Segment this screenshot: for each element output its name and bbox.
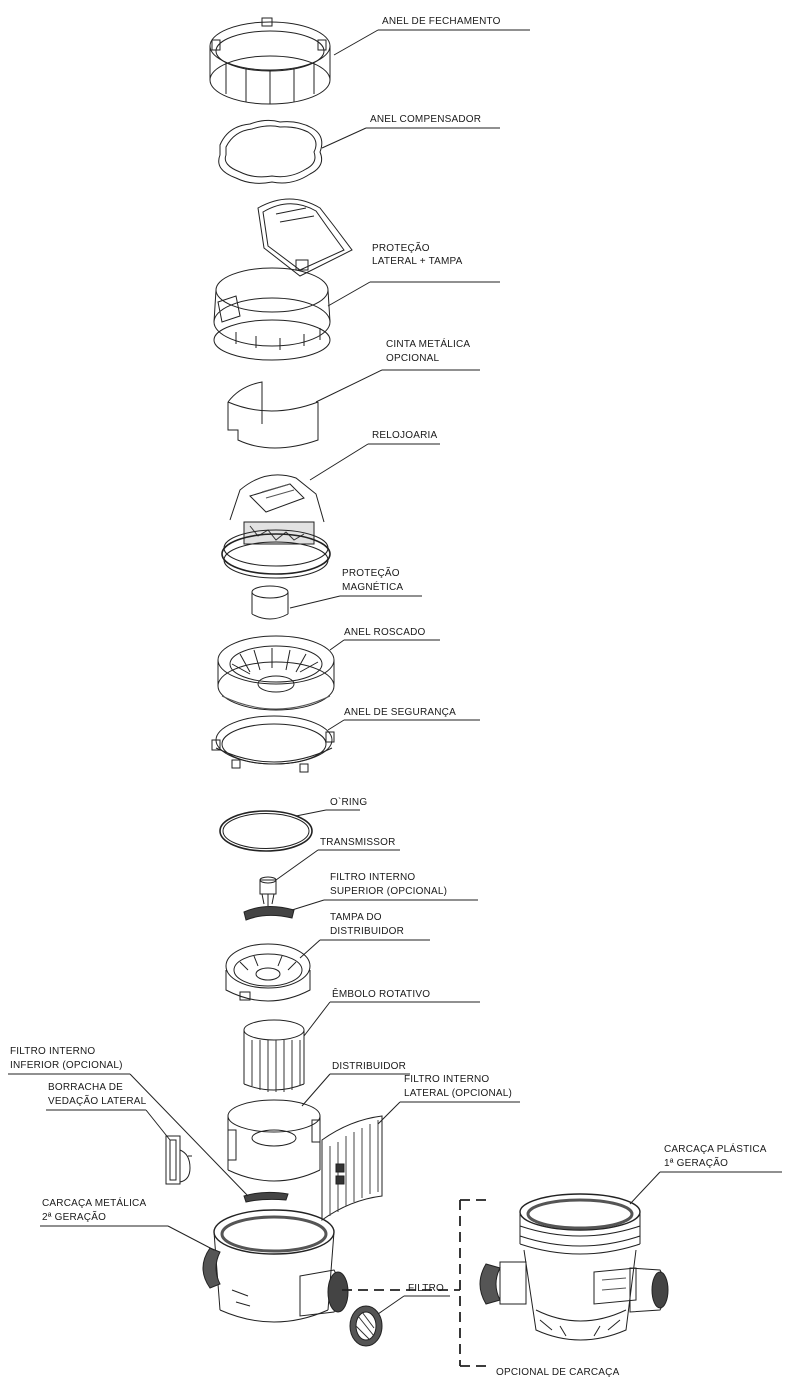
part-transmissor [260,877,276,906]
leader-embolo [304,1002,330,1036]
leader-filtro [378,1296,404,1314]
leader-anel-compensador [322,128,366,148]
label-borracha-1: BORRACHA DE [48,1082,123,1093]
label-transmissor: TRANSMISSOR [320,837,396,848]
label-tampa-distribuidor-1: TAMPA DO [330,912,382,923]
leader-filtro-inferior [130,1074,248,1196]
leader-anel-roscado [330,640,344,650]
label-carcaca-plastica-2: 1ª GERAÇÃO [664,1158,729,1169]
leader-cinta-metalica [316,370,382,402]
part-anel-fechamento [210,18,330,104]
label-anel-roscado: ANEL ROSCADO [344,627,426,638]
part-carcaca-plastica [480,1194,668,1340]
label-filtro-superior-1: FILTRO INTERNO [330,872,416,883]
label-protecao-magnetica-2: MAGNÉTICA [342,582,404,593]
leader-carcaca-plastica [630,1172,660,1204]
label-anel-fechamento: ANEL DE FECHAMENTO [382,16,501,27]
label-borracha-2: VEDAÇÃO LATERAL [48,1096,147,1107]
leader-filtro-superior [292,900,324,910]
leader-transmissor [276,850,318,880]
label-opcional-carcaca: OPCIONAL DE CARCAÇA [496,1367,620,1378]
label-carcaca-metalica-2: 2ª GERAÇÃO [42,1212,107,1223]
label-filtro-inferior-1: FILTRO INTERNO [10,1046,96,1057]
part-relojoaria [222,475,330,578]
leader-filtro-lateral [378,1102,400,1124]
label-tampa-distribuidor-2: DISTRIBUIDOR [330,926,405,937]
label-filtro-inferior-2: INFERIOR (OPCIONAL) [10,1060,123,1071]
label-embolo: ÊMBOLO ROTATIVO [332,989,431,1000]
part-tampa-distribuidor [226,944,310,1001]
part-cinta-metalica [228,382,318,448]
part-filtro-inferior [244,1192,288,1202]
leader-relojoaria [310,444,368,480]
label-cinta-metalica-2: OPCIONAL [386,353,440,364]
part-anel-seguranca [212,716,334,772]
leader-carcaca-metalica [168,1226,214,1250]
label-protecao-lateral-2: LATERAL + TAMPA [372,256,463,267]
leader-anel-seguranca [328,720,344,730]
label-filtro-superior-2: SUPERIOR (OPCIONAL) [330,886,448,897]
label-protecao-magnetica-1: PROTEÇÃO [342,568,400,579]
label-carcaca-plastica-1: CARCAÇA PLÁSTICA [664,1144,767,1155]
part-filtro [350,1306,382,1346]
part-anel-roscado [218,636,334,710]
label-filtro: FILTRO [408,1283,445,1294]
label-cinta-metalica-1: CINTA METÁLICA [386,339,471,350]
label-relojoaria: RELOJOARIA [372,430,438,441]
part-protecao-magnetica [252,586,288,619]
leader-protecao-lateral [328,282,370,306]
label-o-ring: O`RING [330,797,368,808]
part-filtro-superior [244,906,294,920]
label-filtro-lateral-1: FILTRO INTERNO [404,1074,490,1085]
label-distribuidor: DISTRIBUIDOR [332,1061,407,1072]
part-protecao-lateral [214,199,352,360]
part-o-ring [220,811,312,851]
part-embolo [244,1020,304,1092]
label-carcaca-metalica-1: CARCAÇA METÁLICA [42,1198,147,1209]
part-borracha [166,1136,192,1184]
part-carcaca-metalica [203,1210,348,1322]
part-anel-compensador [219,120,322,183]
leader-borracha [146,1110,170,1140]
label-protecao-lateral-1: PROTEÇÃO [372,243,430,254]
label-filtro-lateral-2: LATERAL (OPCIONAL) [404,1088,513,1099]
part-filtro-lateral [322,1116,382,1220]
leader-o-ring [296,810,326,816]
label-anel-compensador: ANEL COMPENSADOR [370,114,482,125]
leader-distribuidor [302,1074,330,1106]
leader-protecao-magnetica [290,596,340,608]
leader-anel-fechamento [334,30,378,55]
leader-tampa-distribuidor [300,940,320,958]
part-distribuidor [228,1100,320,1181]
label-anel-seguranca: ANEL DE SEGURANÇA [344,707,456,718]
